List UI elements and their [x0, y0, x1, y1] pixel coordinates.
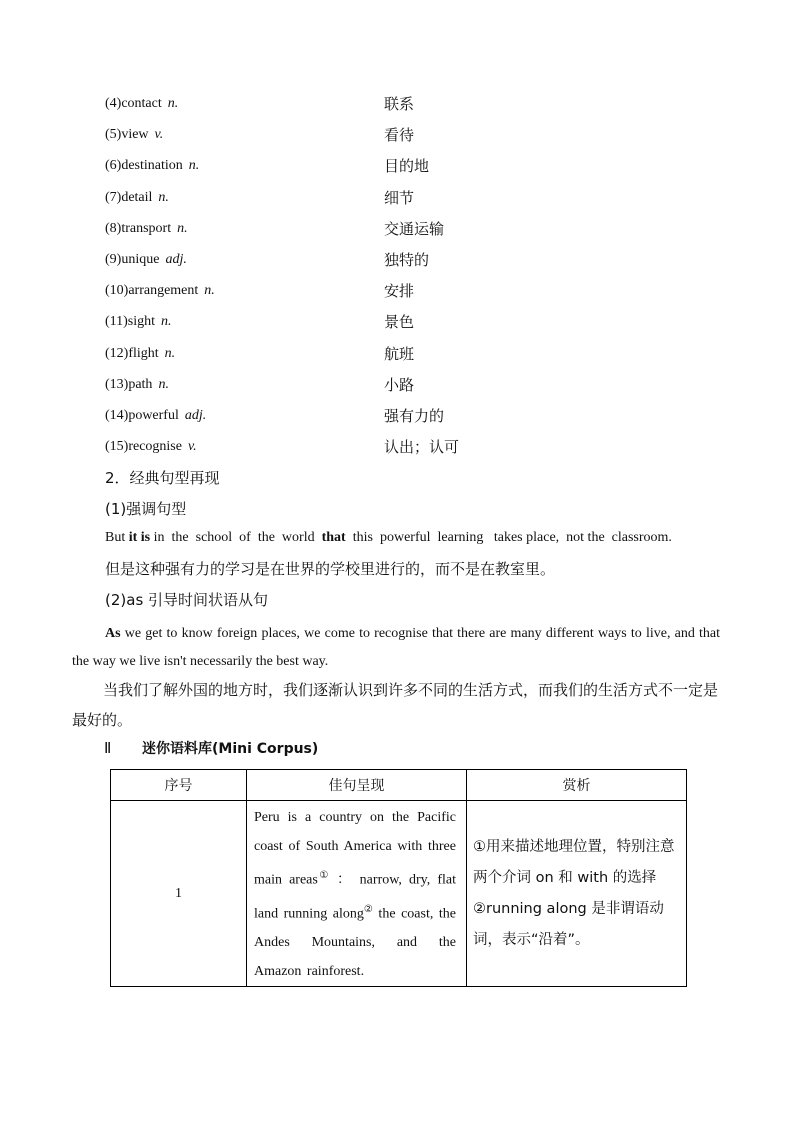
- vocab-meaning: 目的地: [384, 157, 430, 176]
- vocab-row: [105, 154, 705, 185]
- corpus-heading: [104, 738, 318, 758]
- column-header: 佳句呈现: [247, 770, 467, 801]
- vocab-meaning: 航班: [384, 344, 415, 363]
- vocab-meaning: 看待: [384, 126, 415, 145]
- vocab-row: [105, 92, 705, 123]
- column-header: 序号: [111, 770, 247, 801]
- vocab-meaning: 小路: [384, 375, 415, 394]
- section-title: 迷你语料库(Mini Corpus): [142, 741, 319, 757]
- vocab-word: (7)detail n.: [105, 189, 169, 205]
- vocab-word: (13)path n.: [105, 376, 169, 392]
- vocab-row: [105, 373, 705, 404]
- vocab-row: [105, 279, 705, 310]
- vocab-word: (15)recognise v.: [105, 439, 197, 455]
- vocab-meaning: 强有力的: [384, 406, 445, 425]
- vocab-row: [105, 217, 705, 248]
- vocab-word: (11)sight n.: [105, 314, 172, 330]
- row-index: 1: [111, 801, 247, 987]
- vocab-row: [105, 123, 705, 154]
- vocab-meaning: 交通运输: [384, 219, 445, 238]
- vocab-meaning: 认出；认可: [384, 438, 460, 457]
- section-heading: 2．经典句型再现: [105, 469, 220, 487]
- vocab-word: (14)powerful adj.: [105, 407, 207, 423]
- vocab-row: [105, 435, 705, 466]
- vocab-word: (5)view v.: [105, 127, 164, 143]
- vocab-word: (4)contact n.: [105, 96, 179, 111]
- vocab-meaning: 独特的: [384, 250, 430, 269]
- vocab-row: [105, 310, 705, 341]
- vocab-row: [105, 248, 705, 279]
- sentence-cell: Peru is a country on the Pacific coast of South America with three main areas① ： narrow, dry, flat land running along② the coast, the Andes Mountains, and the Amazon rainforest.: [247, 801, 467, 987]
- vocab-row: [105, 186, 705, 217]
- example-sentence-en: But it is in the school of the world that this powerful learning takes place, not the classroom.: [105, 530, 672, 545]
- table-header-row: [111, 770, 687, 801]
- example-sentence-en: As we get to know foreign places, we come to recognise that there are many different ways to live, and that the way we live isn't necessarily the best way.: [72, 626, 720, 669]
- column-header: 赏析: [467, 770, 687, 801]
- example-sentence-zh: 当我们了解外国的地方时，我们逐渐认识到许多不同的生活方式，而我们的生活方式不一定是最好的。: [72, 681, 719, 729]
- vocab-row: [105, 404, 705, 435]
- vocab-meaning: 安排: [384, 282, 415, 301]
- vocab-word: (10)arrangement n.: [105, 283, 215, 299]
- mini-corpus-table: [110, 769, 687, 987]
- pattern-heading: (2)as 引导时间状语从句: [105, 591, 269, 609]
- vocab-word: (9)unique adj.: [105, 251, 187, 267]
- vocab-row: [105, 342, 705, 373]
- pattern-heading: (1)强调句型: [105, 500, 187, 518]
- vocab-meaning: 联系: [384, 95, 415, 113]
- vocab-meaning: 景色: [384, 313, 415, 332]
- table-row: [111, 801, 687, 987]
- vocab-word: (8)transport n.: [105, 220, 188, 236]
- vocab-meaning: 细节: [384, 188, 415, 207]
- analysis-cell: ①用来描述地理位置，特别注意两个介词 on 和 with 的选择 ②running along 是非谓语动词，表示“沿着”。: [467, 801, 687, 987]
- example-sentence-zh: 但是这种强有力的学习是在世界的学校里进行的，而不是在教室里。: [105, 560, 556, 578]
- vocab-word: (6)destination n.: [105, 158, 200, 174]
- section-number: Ⅱ: [104, 741, 112, 757]
- vocabulary-list: [105, 92, 705, 466]
- vocab-word: (12)flight n.: [105, 345, 176, 361]
